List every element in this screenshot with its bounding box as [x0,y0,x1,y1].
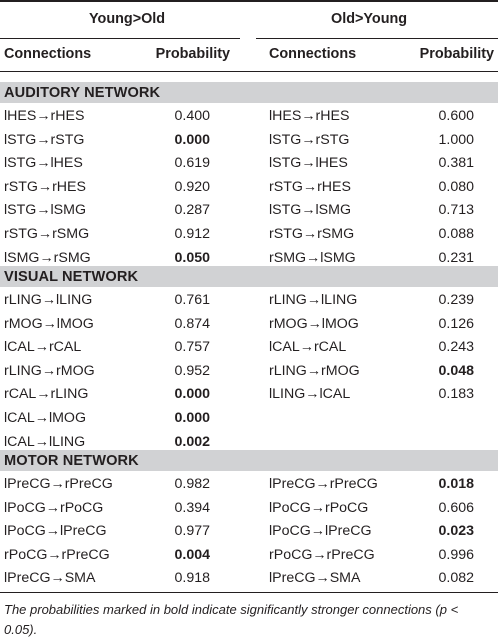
probability-cell-left: 0.619 [174,155,210,172]
probability-cell-left: 0.982 [174,476,210,492]
connection-cell-left: rLING→lLING [4,292,93,308]
table-footnote: The probabilities marked in bold indicate significantly stronger connections (p < 0.05). [4,602,459,637]
probability-cell-right: 0.126 [438,315,474,332]
probability-cell-left: 0.918 [174,570,210,587]
connection-cell-left: rCAL→rLING [4,386,89,403]
probability-cell-left: 0.004 [174,546,210,563]
section-title: AUDITORY NETWORK [4,85,161,101]
connection-cell-right: rLING→rMOG [269,362,360,379]
probability-cell-left: 0.920 [174,178,210,195]
connection-cell-right: rSTG→rHES [269,178,351,195]
probability-cell-right: 0.048 [438,362,474,379]
probability-cell-left: 0.000 [174,131,210,148]
probability-cell-right: 0.239 [438,292,474,308]
probability-cell-right: 0.243 [438,339,474,356]
connection-cell-left: lSTG→lHES [4,155,83,172]
connection-cell-right: lPoCG→rPoCG [269,499,369,516]
connection-cell-right: lPoCG→lPreCG [269,523,372,540]
connection-cell-left: lSMG→rSMG [4,249,91,266]
group-header-old-young: Old>Young [331,11,408,27]
probability-cell-left: 0.977 [174,523,210,540]
connection-cell-right: lHES→rHES [269,108,350,124]
connection-cell-left: lPoCG→rPoCG [4,499,104,516]
group-right-rule [256,38,498,39]
connection-cell-right: rSMG→lSMG [269,249,356,266]
connection-cell-left: rLING→rMOG [4,362,95,379]
connection-cell-left: rSTG→rSMG [4,226,90,242]
connection-cell-left: lCAL→lLING [4,433,86,450]
section-header [0,82,498,103]
probability-cell-left: 0.000 [174,386,210,403]
connection-cell-right: rSTG→rSMG [269,226,355,242]
probability-cell-right: 0.381 [438,155,474,172]
group-left-rule [0,38,240,39]
connection-cell-right: lCAL→rCAL [269,339,347,356]
probability-cell-right: 0.088 [438,226,474,242]
probability-cell-right: 0.600 [438,108,474,124]
column-header-probability-right: Probability [419,46,494,62]
header-bottom-rule [0,71,498,72]
column-header-connections-left: Connections [4,46,92,62]
probability-cell-right: 0.606 [438,499,474,516]
connection-cell-left: rMOG→lMOG [4,315,94,332]
connection-cell-right: lSTG→rSTG [269,131,350,148]
probability-cell-left: 0.002 [174,433,210,450]
table-bottom-rule [0,592,498,593]
probability-cell-right: 0.231 [438,249,474,266]
probability-cell-right: 0.018 [438,476,474,492]
connection-cell-right: rMOG→lMOG [269,315,359,332]
section-title: VISUAL NETWORK [4,269,139,285]
section-header [0,450,498,471]
probability-cell-left: 0.400 [174,108,210,124]
connection-cell-left: lPreCG→rPreCG [4,476,113,492]
probability-cell-left: 0.000 [174,410,210,426]
probability-cell-right: 0.080 [438,178,474,195]
probability-cell-left: 0.761 [174,292,210,308]
connection-cell-right: lPreCG→rPreCG [269,476,378,492]
connection-cell-left: lPoCG→lPreCG [4,523,107,540]
probability-cell-right: 0.713 [438,202,474,219]
connection-cell-right: lSTG→lSMG [269,202,351,219]
probability-cell-left: 0.394 [174,499,210,516]
connection-cell-right: rPoCG→rPreCG [269,546,375,563]
probability-cell-right: 0.082 [438,570,474,587]
connection-cell-left: lSTG→rSTG [4,131,85,148]
connection-cell-right: rLING→lLING [269,292,358,308]
connection-cell-left: lCAL→rCAL [4,339,82,356]
probability-cell-right: 0.996 [438,546,474,563]
probability-cell-right: 0.023 [438,523,474,540]
section-title: MOTOR NETWORK [4,453,139,469]
connection-cell-left: lHES→rHES [4,108,85,124]
connection-cell-right: lLING→lCAL [269,386,351,403]
probability-cell-right: 1.000 [438,131,474,148]
probability-cell-left: 0.757 [174,339,210,356]
table-top-rule [0,0,498,2]
connection-cell-left: rSTG→rHES [4,178,86,195]
probability-cell-left: 0.912 [174,226,210,242]
column-header-connections-right: Connections [269,46,357,62]
probability-cell-left: 0.874 [174,315,210,332]
probability-cell-left: 0.050 [174,249,210,266]
column-header-probability-left: Probability [155,46,230,62]
connection-cell-left: lSTG→lSMG [4,202,86,219]
connection-cell-left: lCAL→lMOG [4,410,86,426]
group-header-young-old: Young>Old [89,11,166,27]
connection-cell-left: lPreCG→SMA [4,570,96,587]
probability-cell-right: 0.183 [438,386,474,403]
connection-cell-right: lPreCG→SMA [269,570,361,587]
probability-cell-left: 0.952 [174,362,210,379]
section-header [0,266,498,287]
connection-cell-left: rPoCG→rPreCG [4,546,110,563]
probability-cell-left: 0.287 [174,202,210,219]
connection-cell-right: lSTG→lHES [269,155,348,172]
